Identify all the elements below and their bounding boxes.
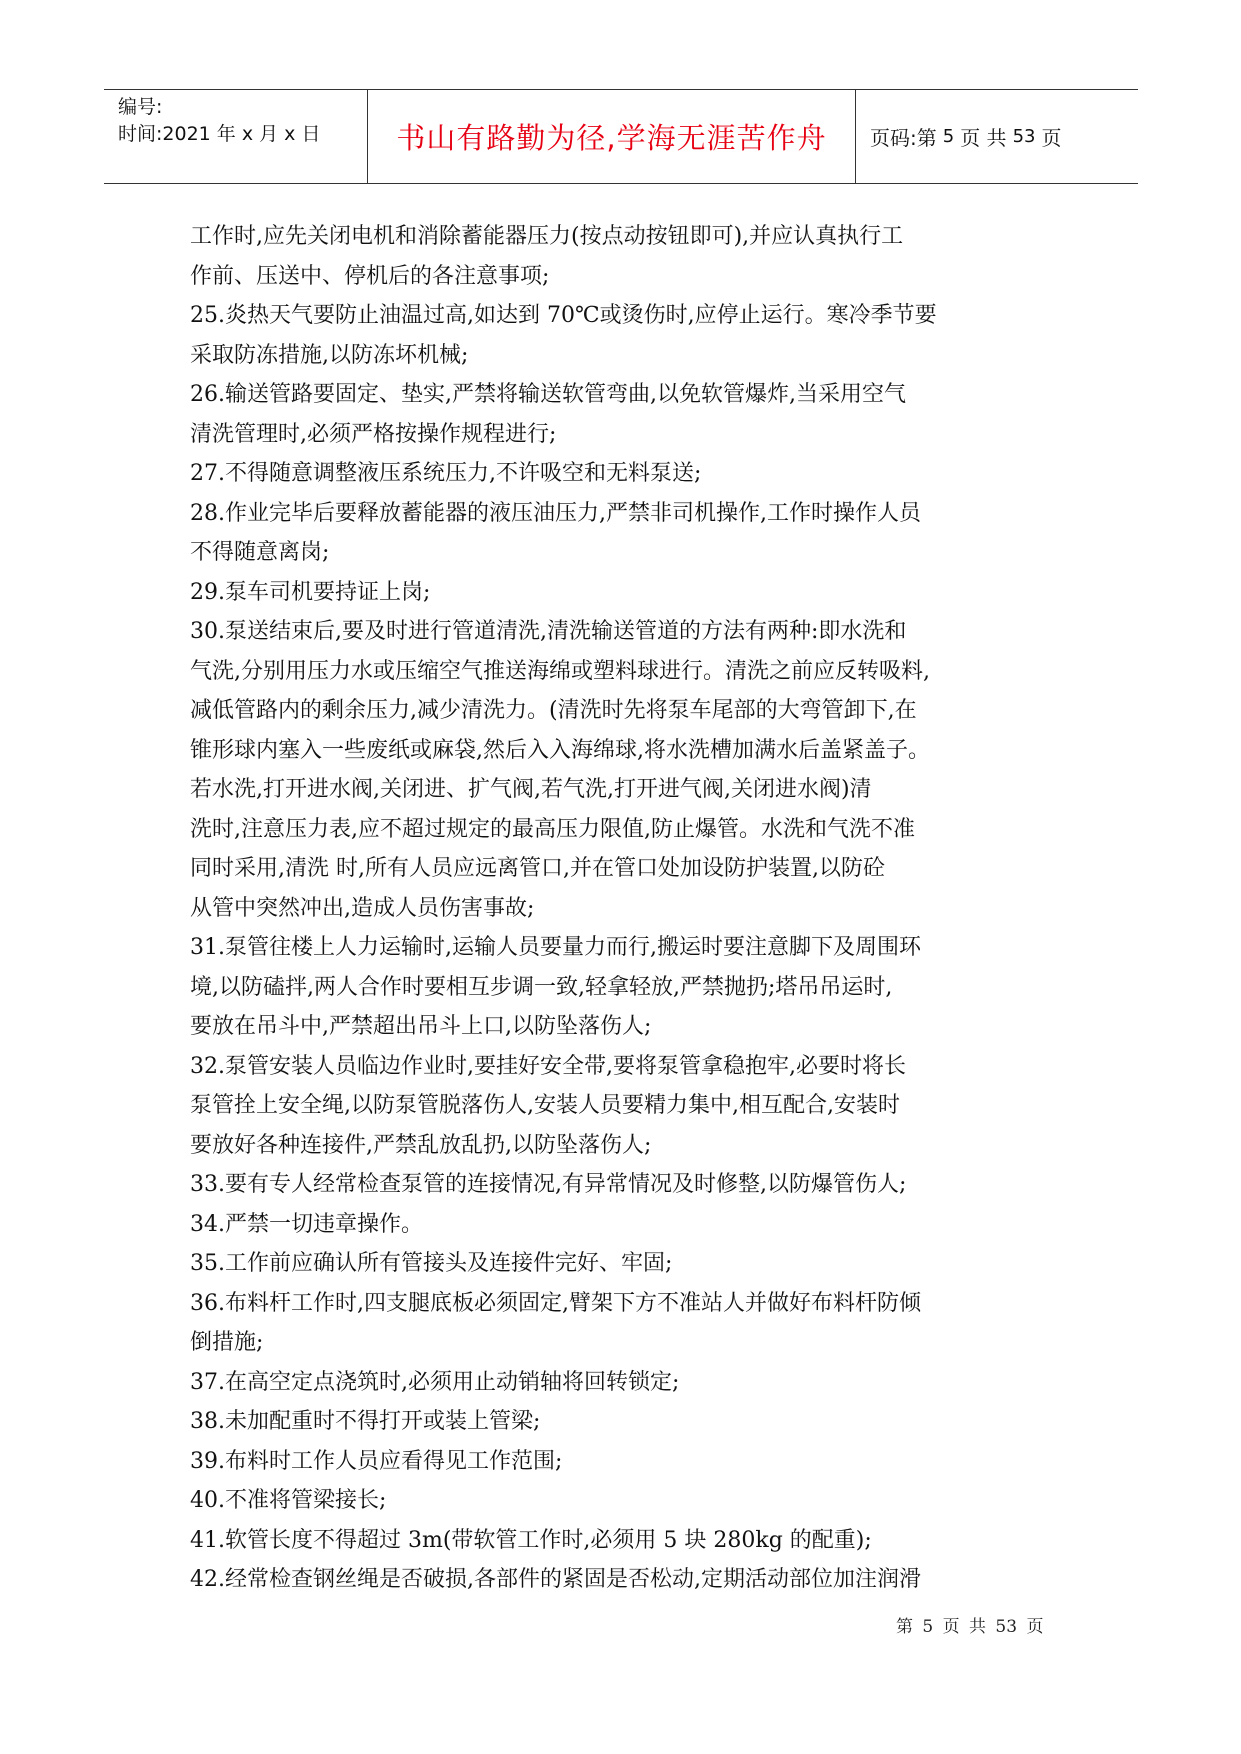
body-line: 35.工作前应确认所有管接头及连接件完好、牢固; bbox=[190, 1251, 673, 1276]
body-line: 33.要有专人经常检查泵管的连接情况,有异常情况及时修整,以防爆管伤人; bbox=[190, 1172, 907, 1197]
body-line: 28.作业完毕后要释放蓄能器的液压油压力,严禁非司机操作,工作时操作人员 bbox=[190, 500, 921, 526]
header-page-info bbox=[856, 90, 1138, 183]
body-line: 42.经常检查钢丝绳是否破损,各部件的紧固是否松动,定期活动部位加注润滑 bbox=[190, 1567, 921, 1592]
body-line: 气洗,分别用压力水或压缩空气推送海绵或塑料球进行。清洗之前应反转吸料, bbox=[190, 658, 930, 684]
body-line: 40.不准将管梁接长; bbox=[190, 1488, 387, 1513]
body-line: 31.泵管往楼上人力运输时,运输人员要量力而行,搬运时要注意脚下及周围环 bbox=[190, 935, 921, 960]
body-line: 清洗管理时,必须严格按操作规程进行; bbox=[190, 421, 557, 447]
body-line: 26.输送管路要固定、垫实,严禁将输送软管弯曲,以免软管爆炸,当采用空气 bbox=[190, 382, 906, 407]
body-line: 39.布料时工作人员应看得见工作范围; bbox=[190, 1448, 563, 1474]
body-line: 要放好各种连接件,严禁乱放乱扔,以防坠落伤人; bbox=[190, 1132, 652, 1158]
document-time-label: 时间:2021 年 x 月 x 日 bbox=[118, 123, 321, 145]
body-line: 29.泵车司机要持证上岗; bbox=[190, 579, 431, 605]
body-line: 30.泵送结束后,要及时进行管道清洗,清洗输送管道的方法有两种:即水洗和 bbox=[190, 619, 907, 644]
body-line: 洗时,注意压力表,应不超过规定的最高压力限值,防止爆管。水洗和气洗不准 bbox=[190, 816, 915, 842]
body-line: 36.布料杆工作时,四支腿底板必须固定,臂架下方不准站人并做好布料杆防倾 bbox=[190, 1290, 921, 1316]
header-meta-cell bbox=[104, 90, 368, 183]
page-prefix: 页码:第 bbox=[870, 126, 937, 150]
body-line: 锥形球内塞入一些废纸或麻袋,然后入入海绵球,将水洗槽加满水后盖紧盖子。 bbox=[190, 737, 930, 763]
body-line: 要放在吊斗中,严禁超出吊斗上口,以防坠落伤人; bbox=[190, 1014, 652, 1039]
body-line: 工作时,应先关闭电机和消除蓄能器压力(按点动按钮即可),并应认真执行工 bbox=[190, 224, 904, 249]
body-line: 32.泵管安装人员临边作业时,要挂好安全带,要将泵管拿稳抱牢,必要时将长 bbox=[190, 1053, 906, 1079]
body-line: 38.未加配重时不得打开或装上管梁; bbox=[190, 1409, 541, 1434]
body-line: 37.在高空定点浇筑时,必须用止动销轴将回转锁定; bbox=[190, 1369, 680, 1395]
body-line: 不得随意离岗; bbox=[190, 540, 330, 565]
body-line: 27.不得随意调整液压系统压力,不许吸空和无料泵送; bbox=[190, 461, 702, 486]
body-line: 减低管路内的剩余压力,减少清洗力。(清洗时先将泵车尾部的大弯管卸下,在 bbox=[190, 698, 917, 723]
body-line: 倒措施; bbox=[190, 1330, 264, 1355]
document-number-label: 编号: bbox=[118, 96, 163, 118]
header-motto: 书山有路勤为径,学海无涯苦作舟 bbox=[368, 90, 856, 183]
body-line: 作前、压送中、停机后的各注意事项; bbox=[190, 263, 550, 289]
page-current: 5 bbox=[942, 126, 955, 147]
body-line: 34.严禁一切违章操作。 bbox=[190, 1211, 423, 1237]
body-line: 41.软管长度不得超过 3m(带软管工作时,必须用 5 块 280kg 的配重); bbox=[190, 1527, 872, 1553]
body-line: 从管中突然冲出,造成人员伤害事故; bbox=[190, 895, 535, 921]
body-line: 同时采用,清洗 时,所有人员应远离管口,并在管口处加设防护装置,以防砼 bbox=[190, 856, 885, 881]
body-line: 境,以防磕拌,两人合作时要相互步调一致,轻拿轻放,严禁抛扔;塔吊吊运时, bbox=[190, 974, 893, 1000]
page-total: 53 bbox=[1012, 126, 1036, 147]
document-body bbox=[190, 217, 1080, 1600]
page-footer: 第 5 页 共 53 页 bbox=[896, 1617, 1044, 1637]
body-line: 25.炎热天气要防止油温过高,如达到 70℃或烫伤时,应停止运行。寒冷季节要 bbox=[190, 303, 937, 328]
body-line: 泵管拴上安全绳,以防泵管脱落伤人,安装人员要精力集中,相互配合,安装时 bbox=[190, 1093, 900, 1118]
body-line: 若水洗,打开进水阀,关闭进、扩气阀,若气洗,打开进气阀,关闭进水阀)清 bbox=[190, 777, 872, 802]
page-suffix: 页 bbox=[1041, 126, 1062, 150]
page-mid: 页 共 bbox=[960, 126, 1007, 150]
page-header bbox=[104, 89, 1138, 184]
body-line: 采取防冻措施,以防冻坏机械; bbox=[190, 342, 469, 368]
